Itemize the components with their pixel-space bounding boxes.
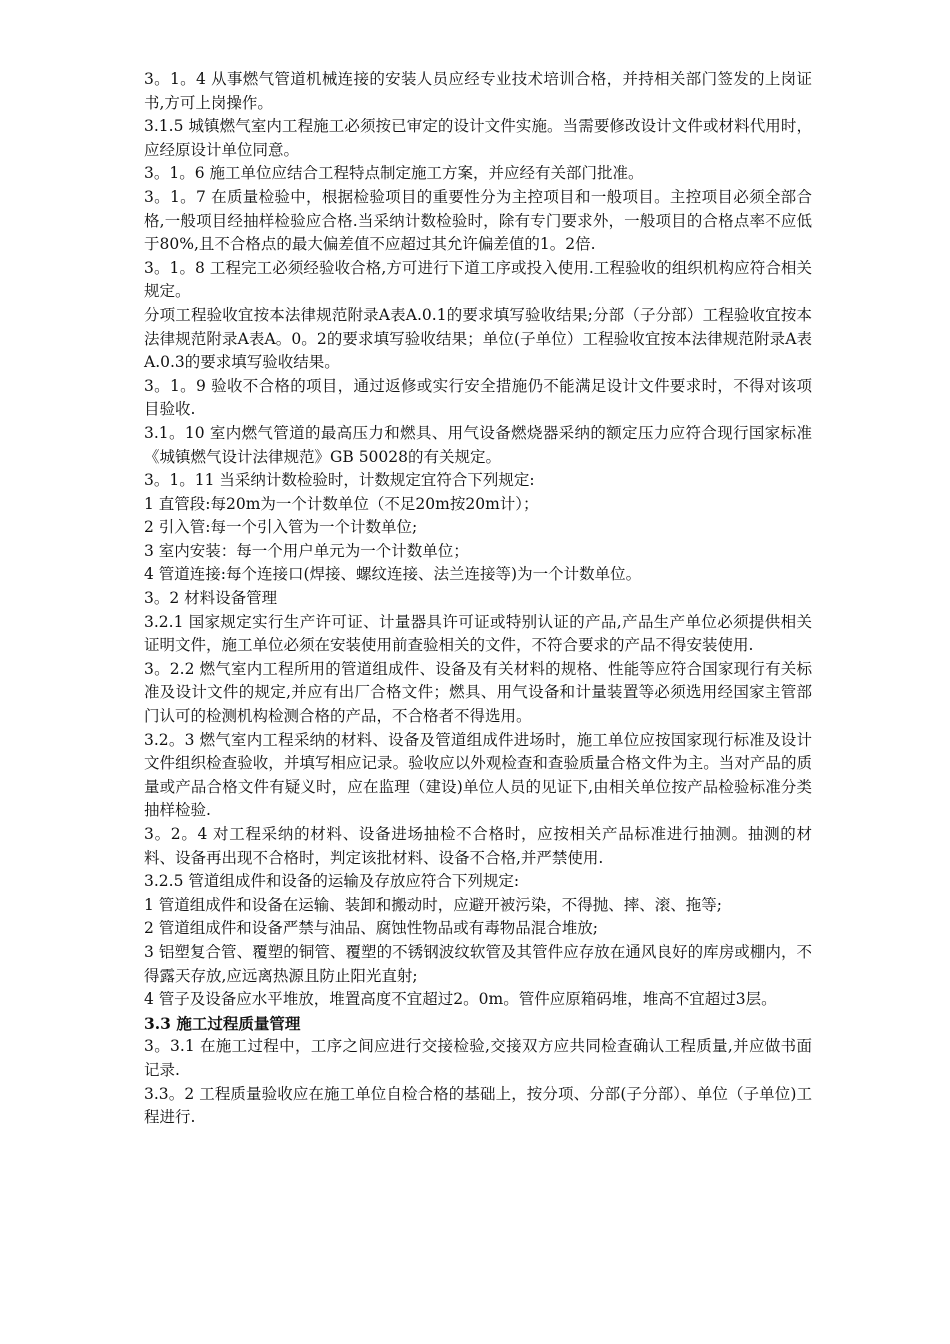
paragraph-3-1-10: 3.1。10 室内燃气管道的最高压力和燃具、用气设备燃烧器采纳的额定压力应符合现行国家标准《城镇燃气设计法律规范》GB 50028的有关规定。 bbox=[144, 423, 812, 466]
paragraph-3-2-1: 3.2.1 国家规定实行生产许可证、计量器具许可证或特别认证的产品,产品生产单位必须提供相关证明文件，施工单位必须在安装使用前查验相关的文件，不符合要求的产品不得安装使用. bbox=[144, 612, 812, 655]
paragraph-3-1-11: 3。1。11 当采纳计数检验时，计数规定宜符合下列规定: bbox=[144, 471, 535, 490]
section-heading-3-2: 3。2 材料设备管理 bbox=[144, 589, 278, 608]
paragraph-3-2-2: 3。2.2 燃气室内工程所用的管道组成件、设备及有关材料的规格、性能等应符合国家现行有关标准及设计文件的规定,并应有出厂合格文件；燃具、用气设备和计量装置等必须选用经国家主管部门认可的检测机构检测合格的产品，不合格者不得选用。 bbox=[144, 659, 812, 726]
paragraph-3-1-4: 3。1。4 从事燃气管道机械连接的安装人员应经专业技术培训合格，并持相关部门签发的上岗证书,方可上岗操作。 bbox=[144, 70, 812, 112]
list-item-composite-pipe-storage: 3 铝塑复合管、覆塑的铜管、覆塑的不锈钢波纹软管及其管件应存放在通风良好的库房或棚内，不得露天存放,应远离热源且防止阳光直射; bbox=[144, 942, 812, 985]
paragraph-3-1-8: 3。1。8 工程完工必须经验收合格,方可进行下道工序或投入使用.工程验收的组织机构应符合相关规定。 bbox=[144, 258, 812, 301]
paragraph-3-2-3: 3.2。3 燃气室内工程采纳的材料、设备及管道组成件进场时，施工单位应按国家现行标准及设计文件组织检查验收，并填写相应记录。验收应以外观检查和查验质量合格文件为主。当对产品的质量或产品合格文件有疑义时，应在监理（建设)单位人员的见证下,由相关单位按产品检验标准分类抽样检验. bbox=[144, 730, 812, 820]
paragraph-3-1-5: 3.1.5 城镇燃气室内工程施工必须按已审定的设计文件实施。当需要修改设计文件或材料代用时，应经原设计单位同意。 bbox=[144, 117, 812, 159]
list-item-inlet-pipe: 2 引入管:每一个引入管为一个计数单位; bbox=[144, 518, 418, 537]
list-item-storage-separation: 2 管道组成件和设备严禁与油品、腐蚀性物品或有毒物品混合堆放; bbox=[144, 919, 599, 938]
paragraph-3-1-7: 3。1。7 在质量检验中，根据检验项目的重要性分为主控项目和一般项目。主控项目必须全部合格,一般项目经抽样检验应合格.当采纳计数检验时，除有专门要求外，一般项目的合格点率不应低于80%,且不合格点的最大偏差值不应超过其允许偏差值的1。2倍. bbox=[144, 187, 812, 254]
section-heading-3-3: 3.3 施工过程质量管理 bbox=[144, 1013, 301, 1033]
list-item-stacking: 4 管子及设备应水平堆放，堆置高度不宜超过2。0m。管件应原箱码堆，堆高不宜超过3层。 bbox=[144, 990, 777, 1009]
paragraph-3-3-1: 3。3.1 在施工过程中，工序之间应进行交接检验,交接双方应共同检查确认工程质量,并应做书面记录. bbox=[144, 1037, 812, 1079]
list-item-straight-pipe: 1 直管段:每20m为一个计数单位（不足20m按20m计）； bbox=[144, 494, 539, 513]
paragraph-3-2-4: 3。2。4 对工程采纳的材料、设备进场抽检不合格时，应按相关产品标准进行抽测。抽测的材料、设备再出现不合格时，判定该批材料、设备不合格,并严禁使用. bbox=[144, 825, 812, 867]
paragraph-3-2-5: 3.2.5 管道组成件和设备的运输及存放应符合下列规定: bbox=[144, 872, 520, 891]
document-page bbox=[144, 68, 812, 1130]
list-item-pipe-connection: 4 管道连接:每个连接口(焊接、螺纹连接、法兰连接等)为一个计数单位。 bbox=[144, 565, 642, 584]
paragraph-acceptance-records: 分项工程验收宜按本法律规范附录A表A.0.1的要求填写验收结果;分部（子分部）工程验收宜按本法律规范附录A表A。0。2的要求填写验收结果；单位(子单位）工程验收宜按本法律规范附录A表A.0.3的要求填写验收结果。 bbox=[144, 305, 812, 372]
list-item-transport: 1 管道组成件和设备在运输、装卸和搬动时，应避开被污染，不得抛、摔、滚、拖等; bbox=[144, 895, 723, 914]
paragraph-3-1-6: 3。1。6 施工单位应结合工程特点制定施工方案，并应经有关部门批准。 bbox=[144, 164, 644, 183]
paragraph-3-1-9: 3。1。9 验收不合格的项目，通过返修或实行安全措施仍不能满足设计文件要求时，不得对该项目验收. bbox=[144, 376, 812, 419]
list-item-indoor-install: 3 室内安装：每一个用户单元为一个计数单位； bbox=[144, 541, 469, 560]
paragraph-3-3-2: 3.3。2 工程质量验收应在施工单位自检合格的基础上，按分项、分部(子分部）、单位（子单位)工程进行. bbox=[144, 1084, 812, 1127]
